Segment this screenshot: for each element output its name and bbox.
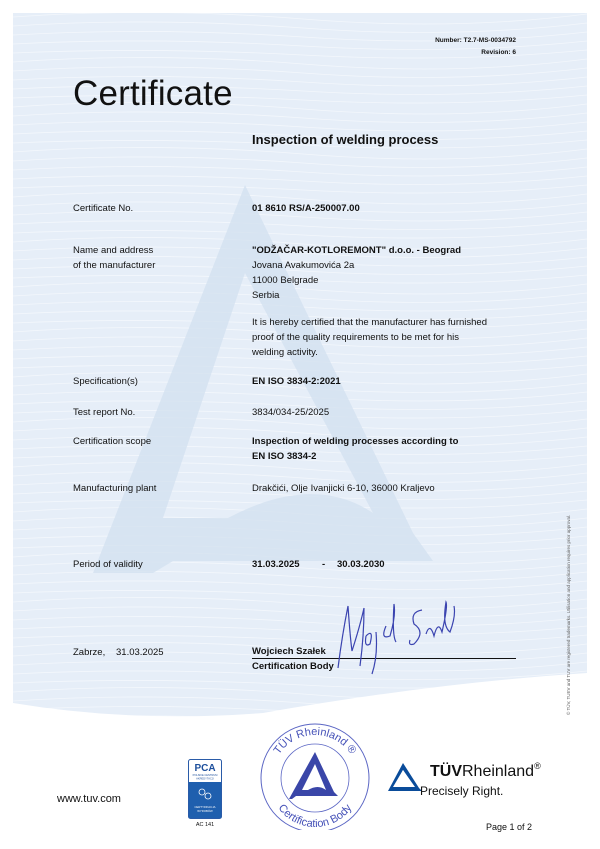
pca-title: PCA: [194, 763, 216, 774]
validity-separator: -: [322, 559, 326, 570]
statement-line: welding activity.: [252, 347, 318, 358]
wave-line: [13, 166, 587, 176]
wave-line: [13, 121, 587, 131]
manufacturer-label-line2: of the manufacturer: [73, 260, 156, 271]
pca-accreditation-logo: [188, 759, 222, 819]
signature-date: 31.03.2025: [116, 647, 164, 658]
validity-from: 31.03.2025: [252, 559, 300, 570]
wave-line: [13, 616, 587, 626]
certification-statement: [252, 315, 487, 360]
wave-line: [13, 607, 587, 618]
seal-top-text: TÜV Rheinland ®: [271, 725, 359, 757]
wave-background: [13, 13, 587, 721]
registered-mark: ®: [534, 761, 541, 771]
wave-line: [13, 157, 587, 168]
scope-line2: EN ISO 3834-2: [252, 451, 317, 462]
certificate-background-panel: [13, 13, 587, 721]
tuv-tagline: Precisely Right.: [420, 784, 504, 798]
certificate-subtitle: Inspection of welding process: [252, 132, 439, 147]
svg-text:Certification Body: [276, 802, 355, 830]
brand-regular: Rheinland: [462, 763, 535, 780]
pca-cert-label: WYROBÓW: [197, 809, 213, 813]
wave-line: [13, 221, 587, 230]
test-report-label: Test report No.: [73, 407, 136, 418]
validity-to: 30.03.2030: [337, 559, 385, 570]
tuv-triangle-icon: [289, 752, 338, 799]
certification-body-seal: [256, 722, 374, 830]
signer-role: Certification Body: [252, 661, 334, 672]
manufacturer-label: [73, 243, 155, 273]
brand-bold: TÜV: [430, 763, 462, 780]
certificate-no-value: 01 8610 RS/A-250007.00: [252, 203, 360, 214]
number-value: T2.7-MS-0034792: [463, 37, 516, 44]
scope-line1: Inspection of welding processes according to: [252, 436, 459, 447]
number-label: Number:: [435, 37, 462, 44]
page-title: Certificate: [73, 74, 233, 113]
specification-value: EN ISO 3834-2:2021: [252, 376, 341, 387]
pca-subtitle: POLSKIE CENTRUM: [192, 774, 218, 777]
pca-code: AC 141: [195, 822, 215, 828]
seal-bottom-text: Certification Body: [275, 802, 355, 830]
tuv-logo-icon: [387, 762, 423, 792]
scope-value: [252, 434, 458, 464]
statement-line: proof of the quality requirements to be met for his: [252, 332, 459, 343]
signature-place: Zabrze,: [73, 647, 106, 658]
manufacturer-country: Serbia: [252, 290, 280, 301]
manufacturer-label-line1: Name and address: [73, 245, 154, 256]
wave-line: [13, 635, 587, 643]
wave-line: [13, 590, 587, 598]
wave-line: [13, 176, 587, 185]
wave-line: [13, 626, 587, 635]
validity-label: Period of validity: [73, 559, 143, 570]
svg-text:TÜV Rheinland ®: [272, 726, 359, 757]
manufacturer-address: [252, 243, 461, 303]
page-indicator: Page 1 of 2: [486, 822, 533, 832]
wave-line: [13, 22, 587, 33]
handwritten-signature: [330, 596, 460, 676]
pca-subtitle: AKREDYTACJI: [196, 777, 214, 781]
wave-line: [13, 185, 587, 193]
wave-line: [13, 230, 587, 238]
plant-value: Drakčići, Olje Ivanjicki 6-10, 36000 Kraljevo: [252, 483, 435, 494]
certificate-no-label: Certificate No.: [73, 203, 134, 214]
website-link[interactable]: www.tuv.com: [57, 793, 121, 805]
plant-label: Manufacturing plant: [73, 483, 157, 494]
pca-cert-label: CERTYFIKACJA: [194, 805, 216, 809]
revision-label: Revision:: [481, 49, 511, 56]
test-report-value: 3834/034-25/2025: [252, 407, 330, 418]
signer-name: Wojciech Szałek: [252, 646, 326, 657]
manufacturer-city: 11000 Belgrade: [252, 275, 319, 286]
statement-line: It is hereby certified that the manufacturer has furnished: [252, 317, 487, 328]
trademark-note: © TÜV, TUEV and TUV are registered trademarks. Utilisation and application requires prior approval.: [566, 514, 571, 715]
certificate-number-block: [435, 35, 516, 59]
specification-label: Specification(s): [73, 376, 138, 387]
wave-line: [13, 391, 587, 401]
manufacturer-street: Jovana Avakumovića 2a: [252, 260, 355, 271]
tuv-rheinland-brand: [430, 763, 541, 781]
scope-label: Certification scope: [73, 436, 152, 447]
revision-value: 6: [512, 49, 516, 56]
wave-line: [13, 581, 587, 590]
manufacturer-name: "ODŽAČAR-KOTLOREMONT" d.o.o. - Beograd: [252, 245, 462, 256]
